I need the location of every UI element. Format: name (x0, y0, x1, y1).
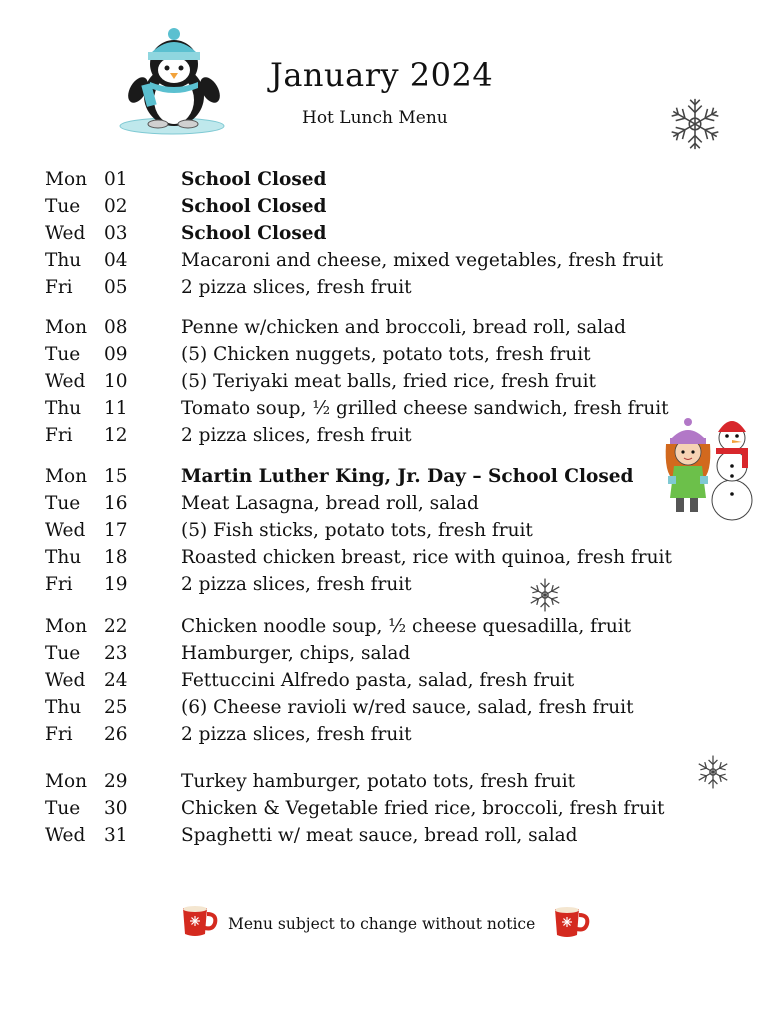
date-label: 15 (104, 466, 128, 487)
date-label: 16 (104, 493, 128, 514)
day-label: Wed (45, 223, 86, 244)
snowflake-icon (694, 752, 732, 792)
day-label: Thu (45, 398, 82, 419)
date-label: 12 (104, 425, 128, 446)
menu-row (0, 195, 770, 219)
day-label: Wed (45, 825, 86, 846)
day-label: Fri (45, 574, 73, 595)
day-label: Mon (45, 616, 87, 637)
meal-description: Tomato soup, ½ grilled cheese sandwich, fresh fruit (181, 398, 669, 419)
date-label: 23 (104, 643, 128, 664)
day-label: Tue (45, 196, 81, 217)
date-label: 30 (104, 798, 128, 819)
day-label: Mon (45, 169, 87, 190)
meal-description: Hamburger, chips, salad (181, 643, 411, 664)
day-label: Wed (45, 371, 86, 392)
meal-description: Chicken & Vegetable fried rice, broccoli, fresh fruit (181, 798, 665, 819)
menu-row (0, 222, 770, 246)
hot-cocoa-mug-icon (552, 904, 590, 940)
date-label: 17 (104, 520, 128, 541)
menu-row (0, 316, 770, 340)
menu-row (0, 276, 770, 300)
menu-row (0, 723, 770, 747)
date-label: 04 (104, 250, 128, 271)
menu-row (0, 370, 770, 394)
page-title: January 2024 (270, 56, 494, 94)
date-label: 05 (104, 277, 128, 298)
date-label: 22 (104, 616, 128, 637)
day-label: Tue (45, 344, 81, 365)
date-label: 31 (104, 825, 128, 846)
hot-cocoa-mug-icon (180, 904, 218, 938)
meal-description: 2 pizza slices, fresh fruit (181, 724, 412, 745)
menu-row (0, 492, 770, 516)
meal-description: Spaghetti w/ meat sauce, bread roll, salad (181, 825, 578, 846)
menu-row (0, 465, 770, 489)
menu-row (0, 249, 770, 273)
meal-description: Macaroni and cheese, mixed vegetables, fresh fruit (181, 250, 664, 271)
meal-description: 2 pizza slices, fresh fruit (181, 277, 412, 298)
menu-row (0, 573, 770, 597)
day-label: Thu (45, 250, 82, 271)
snowflake-icon (526, 576, 564, 614)
meal-description: Meat Lasagna, bread roll, salad (181, 493, 479, 514)
date-label: 26 (104, 724, 128, 745)
snowflake-icon (666, 94, 724, 154)
meal-description: School Closed (181, 223, 327, 244)
day-label: Fri (45, 277, 73, 298)
menu-row (0, 519, 770, 543)
date-label: 02 (104, 196, 128, 217)
date-label: 11 (104, 398, 128, 419)
day-label: Mon (45, 317, 87, 338)
meal-description: 2 pizza slices, fresh fruit (181, 425, 412, 446)
meal-description: (6) Cheese ravioli w/red sauce, salad, fresh fruit (181, 697, 634, 718)
menu-row (0, 642, 770, 666)
menu-row (0, 424, 770, 448)
day-label: Fri (45, 425, 73, 446)
meal-description: (5) Fish sticks, potato tots, fresh fruit (181, 520, 533, 541)
day-label: Wed (45, 520, 86, 541)
meal-description: Fettuccini Alfredo pasta, salad, fresh fruit (181, 670, 575, 691)
meal-description: Martin Luther King, Jr. Day – School Closed (181, 466, 634, 487)
menu-row (0, 797, 770, 821)
meal-description: Turkey hamburger, potato tots, fresh fruit (181, 771, 576, 792)
day-label: Fri (45, 724, 73, 745)
footer-note: Menu subject to change without notice (228, 915, 536, 933)
day-label: Thu (45, 547, 82, 568)
date-label: 09 (104, 344, 128, 365)
date-label: 01 (104, 169, 128, 190)
page-subtitle: Hot Lunch Menu (302, 108, 448, 128)
menu-row (0, 168, 770, 192)
meal-description: (5) Teriyaki meat balls, fried rice, fresh fruit (181, 371, 596, 392)
day-label: Thu (45, 697, 82, 718)
girl-and-snowman-icon (660, 416, 770, 522)
date-label: 10 (104, 371, 128, 392)
date-label: 03 (104, 223, 128, 244)
menu-row (0, 770, 770, 794)
date-label: 24 (104, 670, 128, 691)
day-label: Tue (45, 643, 81, 664)
menu-row (0, 343, 770, 367)
menu-row (0, 615, 770, 639)
menu-row (0, 696, 770, 720)
date-label: 25 (104, 697, 128, 718)
date-label: 18 (104, 547, 128, 568)
menu-row (0, 397, 770, 421)
meal-description: Penne w/chicken and broccoli, bread roll, salad (181, 317, 627, 338)
menu-row (0, 669, 770, 693)
menu-row (0, 824, 770, 848)
meal-description: (5) Chicken nuggets, potato tots, fresh fruit (181, 344, 591, 365)
day-label: Mon (45, 771, 87, 792)
meal-description: School Closed (181, 169, 327, 190)
penguin-skating-icon (118, 28, 230, 138)
date-label: 19 (104, 574, 128, 595)
date-label: 08 (104, 317, 128, 338)
meal-description: Roasted chicken breast, rice with quinoa, fresh fruit (181, 547, 672, 568)
meal-description: 2 pizza slices, fresh fruit (181, 574, 412, 595)
meal-description: School Closed (181, 196, 327, 217)
date-label: 29 (104, 771, 128, 792)
day-label: Tue (45, 493, 81, 514)
day-label: Mon (45, 466, 87, 487)
day-label: Tue (45, 798, 81, 819)
menu-row (0, 546, 770, 570)
day-label: Wed (45, 670, 86, 691)
meal-description: Chicken noodle soup, ½ cheese quesadilla, fruit (181, 616, 632, 637)
